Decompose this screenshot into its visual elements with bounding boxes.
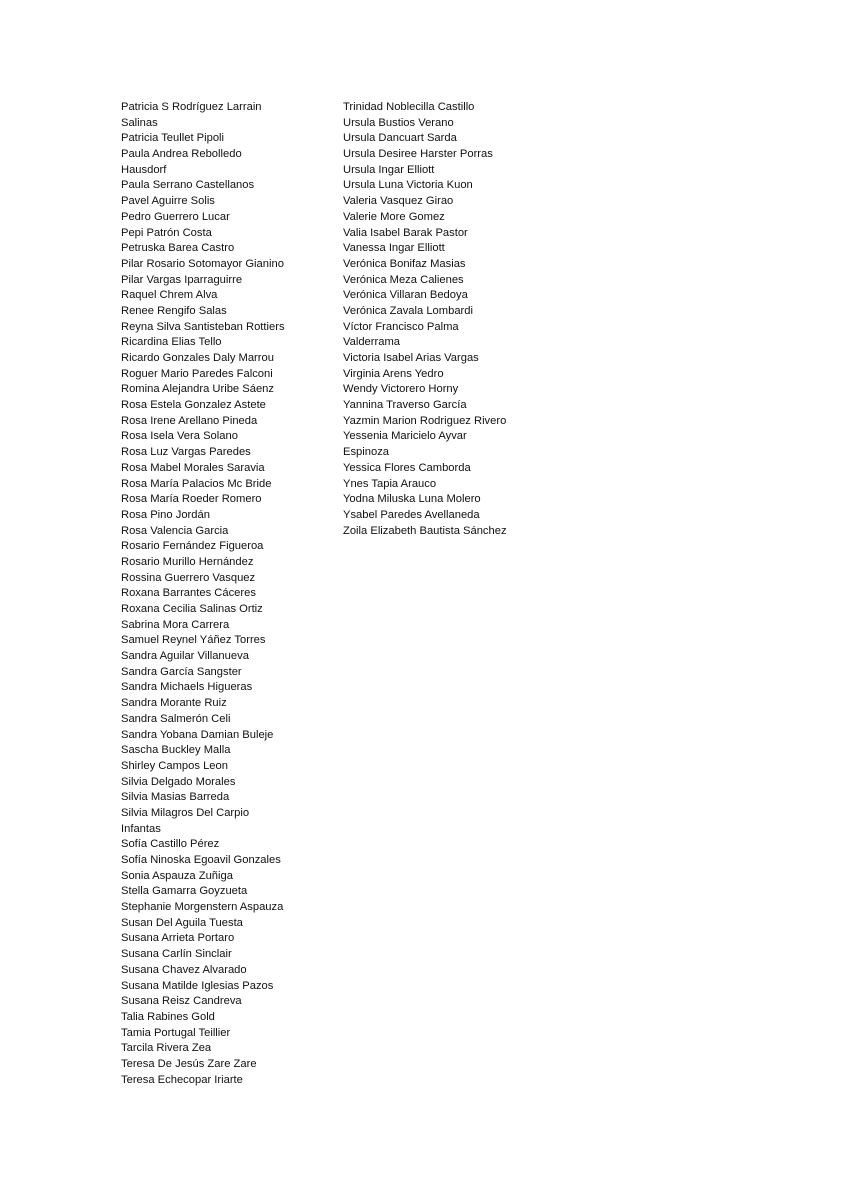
names-column-left <box>121 100 331 1088</box>
name-entry: Stephanie Morgenstern Aspauza <box>121 901 284 914</box>
name-entry: Pedro Guerrero Lucar <box>121 210 230 223</box>
name-entry: Ursula Dancuart Sarda <box>343 132 457 145</box>
name-entry: Teresa Echecopar Iriarte <box>121 1073 243 1086</box>
name-entry: Yodna Miluska Luna Molero <box>343 493 481 506</box>
name-entry: Trinidad Noblecilla Castillo <box>343 101 475 113</box>
name-entry: Sandra García Sangster <box>121 665 242 678</box>
name-entry: Rosa Isela Vera Solano <box>121 430 238 443</box>
name-entry: Sonia Aspauza Zuñiga <box>121 869 233 882</box>
name-entry: Susana Matilde Iglesias Pazos <box>121 979 274 992</box>
name-entry: Reyna Silva Santisteban Rottiers <box>121 320 285 333</box>
name-entry: Rosa Valencia Garcia <box>121 524 229 537</box>
name-entry: Sandra Aguilar Villanueva <box>121 650 249 663</box>
name-entry: Valerie More Gomez <box>343 210 445 223</box>
name-entry: Ursula Bustios Verano <box>343 116 454 129</box>
name-entry: Tarcila Rivera Zea <box>121 1042 212 1055</box>
name-entry: Sofía Castillo Pérez <box>121 838 220 851</box>
name-entry: Patricia S Rodríguez Larrain <box>121 101 262 113</box>
name-entry: Yazmin Marion Rodriguez Rivero <box>343 414 507 427</box>
name-entry: Ricardina Elias Tello <box>121 336 222 349</box>
name-entry: Ysabel Paredes Avellaneda <box>343 508 480 521</box>
name-entry: Ursula Luna Victoria Kuon <box>343 179 473 192</box>
name-entry: Zoila Elizabeth Bautista Sánchez <box>343 524 507 537</box>
name-entry: Renee Rengifo Salas <box>121 304 227 317</box>
name-entry: Samuel Reynel Yáñez Torres <box>121 634 266 647</box>
name-entry: Sabrina Mora Carrera <box>121 618 230 631</box>
name-entry: Rosa María Roeder Romero <box>121 493 262 506</box>
name-entry: Yessenia Maricielo Ayvar <box>343 430 467 443</box>
name-entry: Sandra Yobana Damian Buleje <box>121 728 274 741</box>
name-entry: Verónica Zavala Lombardi <box>343 304 473 317</box>
name-entry: Sandra Salmerón Celi <box>121 712 231 725</box>
name-entry: Susana Arrieta Portaro <box>121 932 235 945</box>
name-entry: Pilar Rosario Sotomayor Gianino <box>121 257 284 270</box>
name-entry: Rossina Guerrero Vasquez <box>121 571 256 584</box>
name-entry: Sandra Michaels Higueras <box>121 681 253 694</box>
name-entry: Roguer Mario Paredes Falconi <box>121 367 273 380</box>
name-entry: Pavel Aguirre Solis <box>121 195 215 208</box>
name-entry: Valderrama <box>343 336 400 349</box>
name-entry: Víctor Francisco Palma <box>343 320 459 333</box>
name-entry: Infantas <box>121 822 161 835</box>
name-entry: Ursula Desiree Harster Porras <box>343 148 493 161</box>
name-entry: Paula Serrano Castellanos <box>121 179 255 192</box>
name-entry: Susan Del Aguila Tuesta <box>121 916 243 929</box>
name-entry: Susana Chavez Alvarado <box>121 963 247 976</box>
names-column-right <box>343 100 563 539</box>
name-entry: Salinas <box>121 116 158 129</box>
name-entry: Susana Reisz Candreva <box>121 995 242 1008</box>
name-entry: Ursula Ingar Elliott <box>343 163 435 176</box>
name-entry: Rosa Estela Gonzalez Astete <box>121 399 266 412</box>
name-entry: Pepi Patrón Costa <box>121 226 212 239</box>
name-entry: Silvia Masias Barreda <box>121 791 230 804</box>
name-entry: Valia Isabel Barak Pastor <box>343 226 468 239</box>
name-entry: Wendy Victorero Horny <box>343 383 459 396</box>
name-entry: Vanessa Ingar Elliott <box>343 242 445 255</box>
name-entry: Pilar Vargas Iparraguirre <box>121 273 243 286</box>
name-entry: Stella Gamarra Goyzueta <box>121 885 248 898</box>
name-entry: Sofía Ninoska Egoavil Gonzales <box>121 854 281 866</box>
name-entry: Teresa De Jesús Zare Zare <box>121 1057 257 1070</box>
name-entry: Sandra Morante Ruiz <box>121 697 227 710</box>
name-entry: Verónica Villaran Bedoya <box>343 289 468 302</box>
name-entry: Ricardo Gonzales Daly Marrou <box>121 352 274 364</box>
name-entry: Petruska Barea Castro <box>121 242 235 255</box>
name-entry: Victoria Isabel Arias Vargas <box>343 352 479 364</box>
name-entry: Verónica Bonifaz Masias <box>343 257 466 270</box>
name-entry: Sascha Buckley Malla <box>121 744 231 757</box>
name-entry: Verónica Meza Calienes <box>343 273 464 286</box>
name-entry: Rosa María Palacios Mc Bride <box>121 477 272 490</box>
name-entry: Yannina Traverso García <box>343 399 467 412</box>
name-entry: Roxana Cecilia Salinas Ortiz <box>121 603 263 615</box>
name-entry: Virginia Arens Yedro <box>343 367 444 380</box>
name-entry: Romina Alejandra Uribe Sáenz <box>121 383 274 396</box>
name-entry: Silvia Delgado Morales <box>121 775 236 788</box>
name-entry: Yessica Flores Camborda <box>343 461 471 474</box>
name-entry: Hausdorf <box>121 163 167 176</box>
name-entry: Rosario Fernández Figueroa <box>121 540 264 553</box>
name-entry: Patricia Teullet Pipoli <box>121 132 225 145</box>
name-entry: Raquel Chrem Alva <box>121 289 218 302</box>
name-entry: Paula Andrea Rebolledo <box>121 148 242 161</box>
name-entry: Rosa Luz Vargas Paredes <box>121 446 251 459</box>
name-entry: Talia Rabines Gold <box>121 1010 215 1023</box>
name-entry: Silvia Milagros Del Carpio <box>121 806 250 819</box>
name-entry: Rosa Irene Arellano Pineda <box>121 414 258 427</box>
name-entry: Roxana Barrantes Cáceres <box>121 587 256 600</box>
name-entry: Susana Carlín Sinclair <box>121 948 232 961</box>
name-entry: Rosario Murillo Hernández <box>121 555 254 568</box>
name-entry: Ynes Tapia Arauco <box>343 477 437 490</box>
name-entry: Tamia Portugal Teillier <box>121 1026 231 1039</box>
name-entry: Rosa Pino Jordán <box>121 508 210 521</box>
name-entry: Shirley Campos Leon <box>121 759 228 772</box>
name-entry: Espinoza <box>343 446 390 459</box>
name-entry: Rosa Mabel Morales Saravia <box>121 461 265 474</box>
name-entry: Valeria Vasquez Girao <box>343 195 454 208</box>
